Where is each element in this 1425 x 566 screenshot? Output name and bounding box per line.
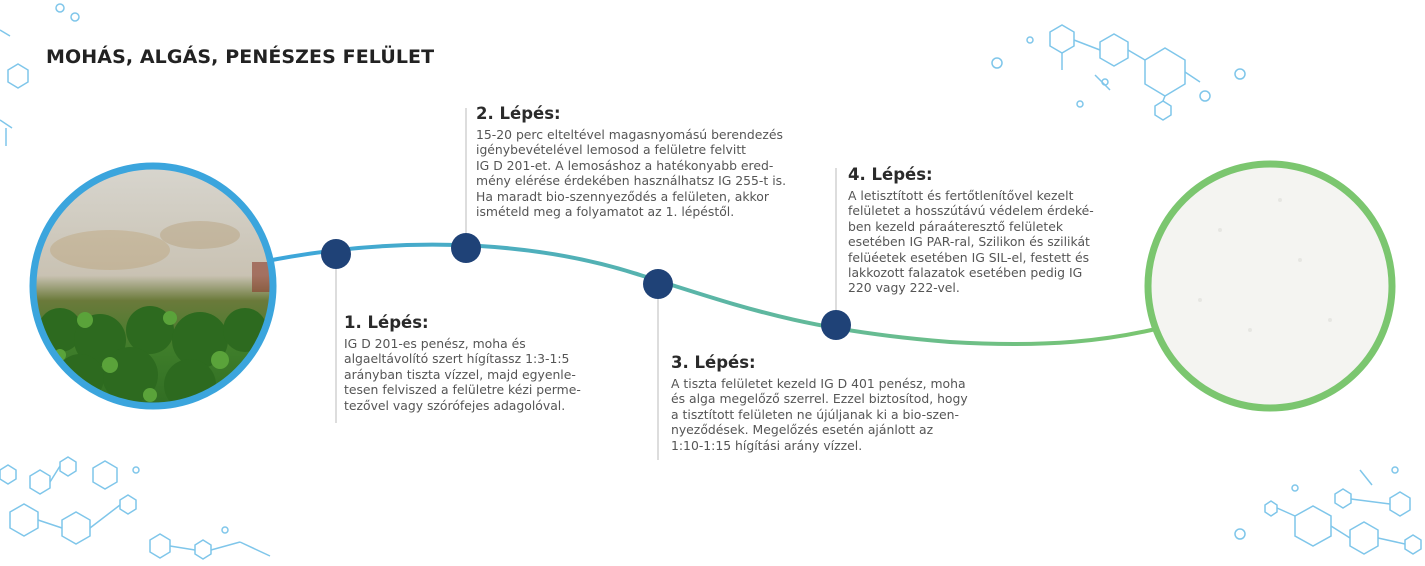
step-2	[476, 104, 826, 219]
step-3-title: 3. Lépés:	[671, 353, 756, 372]
step-4-title: 4. Lépés:	[848, 165, 933, 184]
step-1	[344, 313, 619, 413]
before-photo	[30, 163, 280, 413]
page-title: MOHÁS, ALGÁS, PENÉSZES FELÜLET	[46, 46, 435, 68]
molecule-decoration-bottom-left	[0, 457, 270, 559]
molecule-decoration-top-left	[0, 4, 79, 146]
step4-marker	[821, 310, 851, 340]
step-1-title: 1. Lépés:	[344, 313, 429, 332]
step-2-title: 2. Lépés:	[476, 104, 561, 123]
step-4	[848, 165, 1148, 296]
step2-marker	[451, 233, 481, 263]
step-4-text: A letisztított és fertőtlenítővel kezelt felületet a hosszútávú védelem érdeké- ben kezeld páraáteresztő felületek esetében IG PAR-ral, Szilikon és szilikát felüéetek esetében IG SIL-el, festett és lakkozott falazatok esetében pedig IG 220 vagy 222-vel.	[848, 188, 1094, 296]
step-2-text: 15-20 perc elteltével magasnyomású berendezés igénybevételével lemosod a felületre felvitt IG D 201-et. A lemosáshoz a hatékonyabb ered- mény elérése érdekében használhatsz IG 255-t is. Ha maradt bio-szennyeződés a felületen, akkor ismételd meg a folyamatot az 1. lépéstől.	[476, 127, 787, 220]
step-1-text: IG D 201-es penész, moha és algaeltávolító szert hígítassz 1:3-1:5 arányban tiszta vízzel, majd egyenle- tesen felviszed a felületre kézi perme- tezővel vagy szórófejes adagolóval.	[344, 336, 581, 413]
step1-marker	[321, 239, 351, 269]
step3-marker	[643, 269, 673, 299]
step-3	[671, 353, 1011, 453]
step-3-text: A tiszta felületet kezeld IG D 401 penész, moha és alga megelőző szerrel. Ezzel biztosítod, hogy a tisztított felületen ne újúljanak ki a bio-szen- nyeződések. Megelőzés esetén ajánlott az 1:10-1:15 hígítási arány vízzel.	[671, 376, 968, 453]
molecule-decoration-top-right	[992, 25, 1245, 120]
molecule-decoration-bottom-right	[1235, 467, 1421, 554]
after-photo	[1148, 164, 1393, 409]
